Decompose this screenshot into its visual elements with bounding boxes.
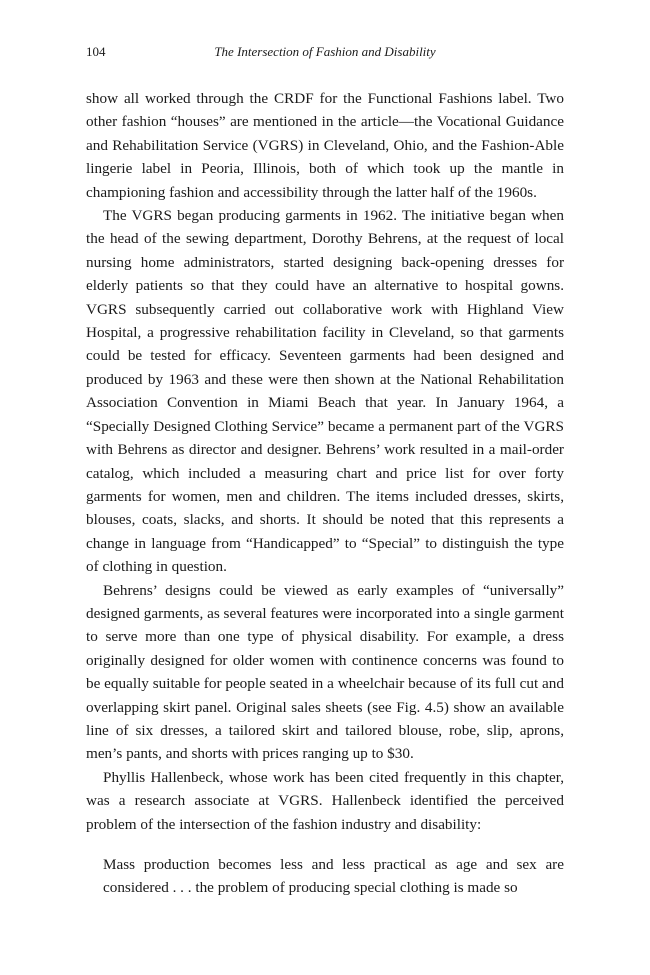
page-number: 104 — [86, 44, 106, 59]
body-text — [86, 87, 564, 836]
paragraph-4: Phyllis Hallenbeck, whose work has been cited frequently in this chapter, was a research associate at VGRS. Hallenbeck identified the perceived problem of the intersection of the fashion industry and disability: — [86, 768, 564, 833]
running-title: The Intersection of Fashion and Disability — [214, 44, 436, 59]
paragraph-3: Behrens’ designs could be viewed as early examples of “universally” designed garments, as several features were incorporated into a single garment to serve more than one type of physical disability. For example, a dress originally designed for older women with continence concerns was found to be equally suitable for people seated in a wheelchair because of its full cut and overlapping skirt panel. Original sales sheets (see Fig. 4.5) show an available line of six dresses, a tailored skirt and tailored blouse, robe, slip, aprons, men’s pants, and shorts with prices ranging up to $30. — [86, 581, 564, 763]
paragraph-1: show all worked through the CRDF for the Functional Fashions label. Two other fashion “houses” are mentioned in the article—the Vocational Guidance and Rehabilitation Service (VGRS) in Cleveland, Ohio, and the Fashion-Able lingerie label in Peoria, Illinois, both of which took up the mantle in championing fashion and accessibility through the latter half of the 1960s. — [86, 90, 564, 201]
paragraph-2: The VGRS began producing garments in 1962. The initiative began when the head of the sewing department, Dorothy Behrens, at the request of local nursing home administrators, started designing back-opening dresses for elderly patients so that they could have an alternative to hospital gowns. VGRS subsequently carried out collaborative work with Highland View Hospital, a progressive rehabilitation facility in Cleveland, so that garments could be tested for efficacy. Seventeen garments had been designed and produced by 1963 and these were then shown at the National Rehabilitation Association Convention in Miami Beach that year. In January 1964, a “Specially Designed Clothing Service” became a permanent part of the VGRS with Behrens as director and designer. Behrens’ work resulted in a mail-order catalog, which included a measuring chart and price list for over forty garments for women, men and children. The items included dresses, skirts, blouses, coats, slacks, and shorts. It should be noted that this represents a change in language from “Handicapped” to “Special” to distinguish the type of clothing in question. — [86, 207, 564, 576]
running-head — [86, 44, 564, 64]
block-quote: Mass production becomes less and less practical as age and sex are considered . . . the problem of producing special clothing is made so — [103, 856, 564, 897]
